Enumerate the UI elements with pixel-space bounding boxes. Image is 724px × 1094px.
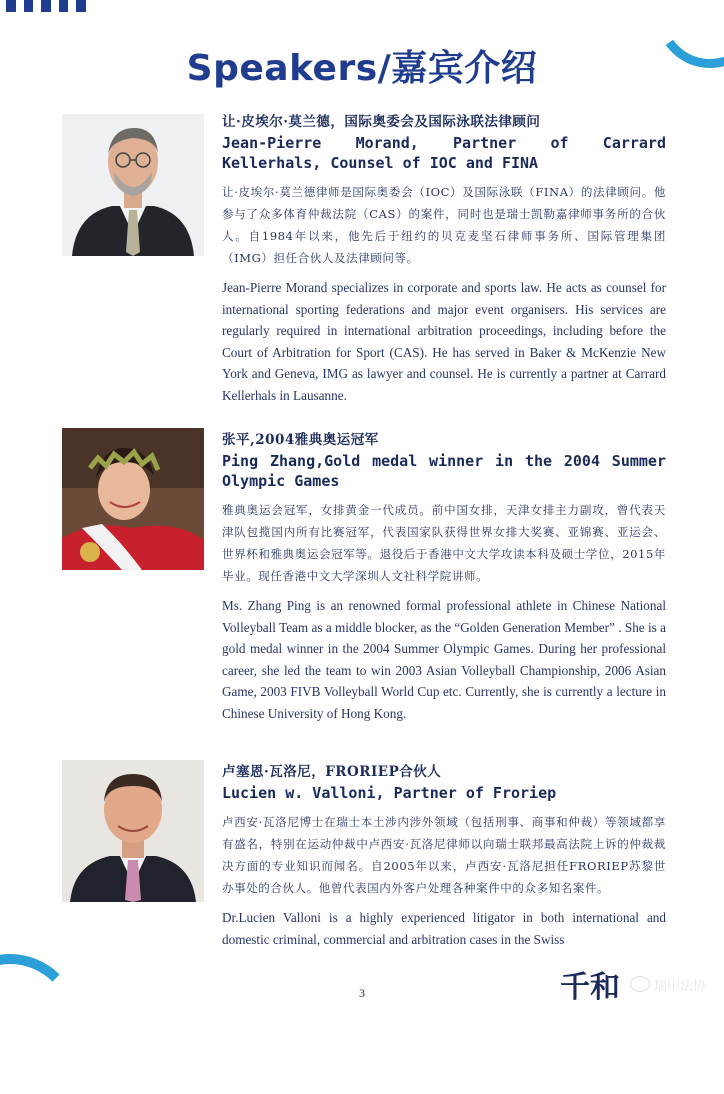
speaker-name-zh: 卢塞恩·瓦洛尼，FRORIEP合伙人 bbox=[222, 764, 442, 780]
speaker-bio-en: Dr.Lucien Valloni is a highly experienced litigator in both international and domestic criminal, commercial and arbitration cases in the Swiss bbox=[222, 910, 666, 947]
top-left-decoration bbox=[0, 0, 86, 12]
bottom-left-arc-decoration bbox=[0, 954, 80, 1094]
speaker-photo-morand bbox=[62, 114, 204, 256]
speaker-bio-zh: 卢西安·瓦洛尼博士在瑞士本土涉内涉外领域（包括刑事、商事和仲裁）等领域都享有盛名，特别在运动仲裁中卢西安·瓦洛尼律师以向瑞士联邦最高法院上诉的仲裁裁决方面的专业知识而闻名。自2005年以来，卢西安·瓦洛尼担任FRORIEP苏黎世办事处的合伙人。他曾代表国内外客户处理各种案件中的众多知名案件。 bbox=[222, 815, 666, 895]
watermark-text: 瑞中法协 bbox=[653, 978, 706, 994]
speaker-name-en: Ping Zhang,Gold medal winner in the 2004 Summer Olympic Games bbox=[222, 452, 666, 490]
wechat-icon bbox=[630, 976, 650, 992]
speaker-photo-zhang bbox=[62, 428, 204, 570]
speaker-bio-zh: 让·皮埃尔·莫兰德律师是国际奥委会（IOC）及国际泳联（FINA）的法律顾问。他参与了众多体育仲裁法院（CAS）的案件，同时也是瑞士凯勒嘉律师事务所的合伙人。自1984年以来，他先后于纽约的贝克麦坚石律师事务所、国际管理集团（IMG）担任合伙人及法律顾问等。 bbox=[222, 185, 666, 265]
speaker-name-en: Lucien w. Valloni, Partner of Froriep bbox=[222, 784, 557, 802]
page-number: 3 bbox=[359, 986, 365, 1000]
watermark bbox=[560, 962, 706, 1006]
watermark-logo: 千和 bbox=[559, 970, 620, 1005]
speaker-photo-valloni bbox=[62, 760, 204, 902]
speaker-name-zh: 张平,2004雅典奥运冠军 bbox=[222, 432, 379, 448]
speaker-name-en: Jean-Pierre Morand, Partner of Carrard Kellerhals, Counsel of IOC and FINA bbox=[222, 134, 666, 172]
speaker-name-zh: 让·皮埃尔·莫兰德，国际奥委会及国际泳联法律顾问 bbox=[222, 114, 541, 130]
speaker-bio-zh: 雅典奥运会冠军，女排黄金一代成员。前中国女排，天津女排主力副攻，曾代表天津队包揽国内所有比赛冠军，代表国家队获得世界女排大奖赛、亚锦赛、亚运会、世界杯和雅典奥运会冠军等。退役后于香港中文大学攻读本科及硕士学位，2015年毕业。现任香港中文大学深圳人文社科学院讲师。 bbox=[222, 503, 666, 583]
speaker-bio-en: Jean-Pierre Morand specializes in corporate and sports law. He acts as counsel for international sporting federations and major event organisers. His services are regularly required in international arbitration proceedings, including before the Court of Arbitration for Sport (CAS). He has served in Baker & McKenzie New York and Geneva, IMG as lawyer and counsel. He is currently a partner at Carrard Kellerhals in Lausanne. bbox=[222, 280, 666, 403]
page-title: Speakers/嘉宾介绍 bbox=[186, 48, 538, 89]
speaker-bio-en: Ms. Zhang Ping is an renowned formal professional athlete in Chinese National Volleyball Team as a middle blocker, as the “Golden Generation Member” . She is a gold medal winner in the 2004 Summer Olympic Games. During her professional career, she led the team to win 2003 Asian Volleyball Championship, 2006 Asian Game, 2003 FIVB Volleyball World Cup etc. Currently, she is currently a lecture in Chinese University of Hong Kong. bbox=[222, 598, 666, 721]
